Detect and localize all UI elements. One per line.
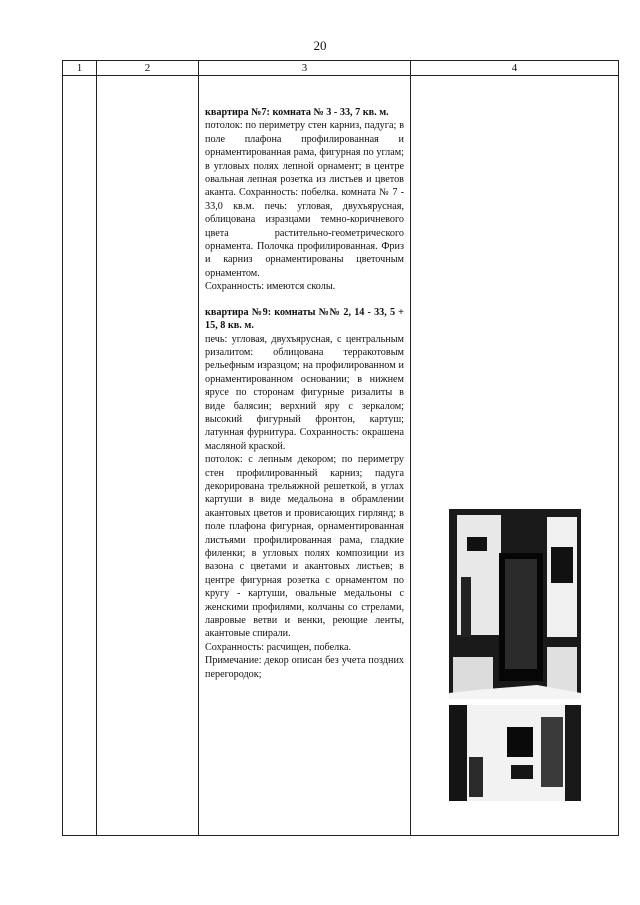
- monument-table: [62, 60, 619, 836]
- page-number: 20: [313, 38, 327, 53]
- cell-col-4: [411, 76, 619, 836]
- apt7-text: потолок: по периметру стен карниз, падуга; в поле плафона профилированная и орнаментированная рама, фигурная по углам; в угловых полях лепной орнамент; в центре овальная лепная розетка из листьев и цветов аканта. Сохранность: побелка. комната № 7 - 33,0 кв.м. печь: угловая, двухъярусная, облицована изразцами темно-коричневого цвета растительно-геометрического орнамента. Полочка профилированная. Фриз и карниз орнаментированы цветочным орнаментом.: [205, 120, 404, 279]
- header-row: [63, 61, 619, 76]
- apt9-title: квартира №9: комнаты №№ 2, 14 - 33, 5 + 15, 8 кв. м.: [205, 306, 404, 332]
- cell-col-3: [199, 76, 411, 836]
- header-col-1: 1: [63, 61, 97, 76]
- cell-col-1: [63, 76, 97, 836]
- photo-icon: [447, 507, 583, 803]
- apt9-note: Примечание: декор описан без учета поздних перегородок;: [205, 655, 404, 680]
- apt7-state: Сохранность: имеются сколы.: [205, 281, 336, 293]
- content-row: [63, 76, 619, 836]
- apt9-state: Сохранность: расчищен, побелка.: [205, 641, 352, 653]
- apt9-ceiling: потолок: с лепным декором; по периметру стен профилированный карниз; падуга декорирована трельяжной решеткой, в углах картуши в виде медальона в обрамлении акантовых цветов и провисающих гирлянд; в поле плафона фигурная, орнаментированная листьями профилированная рама, гладкие филенки; в угловых полях композиции из вазона с цветами и акантовых листьев; в центре фигурная розетка с орнаментом по кругу - картуши, овальные медальоны с женскими профилями, колчаны со стрелами, лавровые ветви и венки, реющие ленты, акантовые спирали.: [205, 454, 404, 640]
- stove-photo: [447, 507, 583, 803]
- header-col-4: 4: [411, 61, 619, 76]
- header-col-3: 3: [199, 61, 411, 76]
- apt7-title: квартира №7: комната № 3 - 33, 7 кв. м.: [205, 107, 389, 118]
- cell-col-2: [97, 76, 199, 836]
- header-col-2: 2: [97, 61, 199, 76]
- apt9-stove: печь: угловая, двухъярусная, с центральным ризалитом: облицована терракотовым рельефным изразцом; на профилированном и орнаментированном основании; в нижнем ярусе по сторонам фигурные ризалиты в виде балясин; верхний яру с зеркалом; высокий фигурный фронтон, картуш; латунная фурнитура. Сохранность: окрашена масляной краской.: [205, 333, 404, 452]
